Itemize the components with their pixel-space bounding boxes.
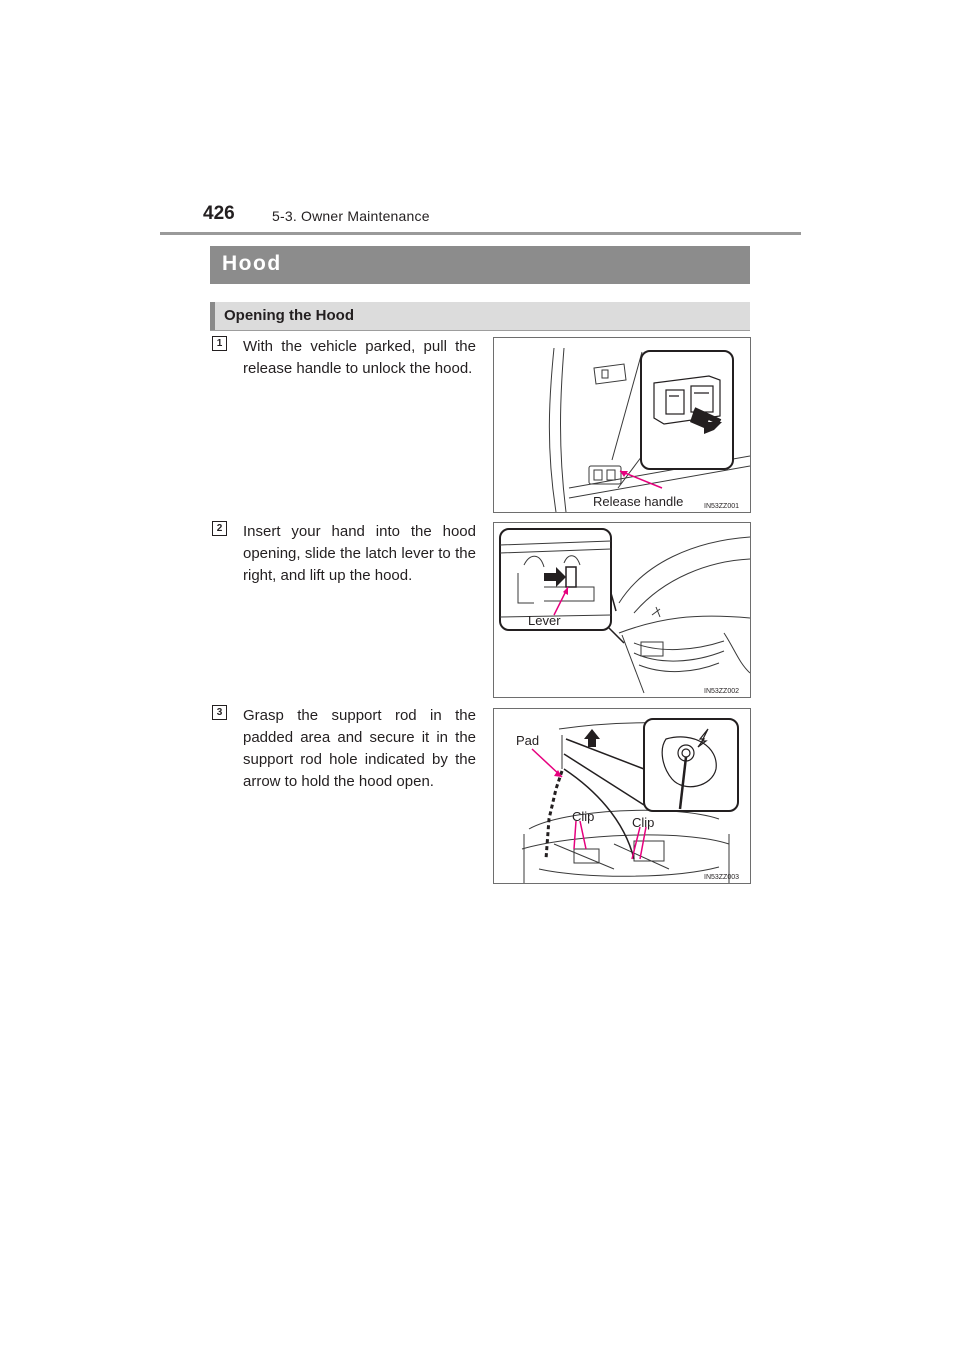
callout-release-handle: Release handle [593,494,684,509]
callout-clip-right: Clip [632,815,655,830]
header-divider [160,232,801,235]
figure-code-3: IN53ZZ003 [704,874,740,881]
step-text-3: Grasp the support rod in the padded area and secure it in the support rod hole indicated by the arrow to hold the hood open. [243,707,476,790]
figure-support-rod [493,708,751,884]
step-text-2: Insert your hand into the hood opening, slide the latch lever to the right, and lift up the hood. [243,523,476,584]
subsection-accent [210,302,215,330]
step-number-1: 1 [212,336,227,351]
step-number-2: 2 [212,521,227,536]
step-text-1: With the vehicle parked, pull the release handle to unlock the hood. [243,338,476,377]
figure-code-1: IN53ZZ001 [704,503,740,510]
latch-lever-illustration [494,523,750,697]
figure-latch-lever [493,522,751,698]
section-title: 5-3. Owner Maintenance [272,208,430,224]
release-handle-illustration [494,338,750,512]
callout-pad: Pad [516,733,540,748]
page-title: Hood [222,252,282,275]
subsection-title: Opening the Hood [224,307,354,324]
support-rod-illustration [494,709,750,883]
callout-clip-left: Clip [572,809,595,824]
callout-lever: Lever [528,613,561,628]
step-number-3: 3 [212,705,227,720]
subsection-bar [210,302,750,331]
figure-code-2: IN53ZZ002 [704,688,740,695]
page-number: 426 [203,203,235,224]
figure-release-handle [493,337,751,513]
page-title-bar [210,246,750,284]
